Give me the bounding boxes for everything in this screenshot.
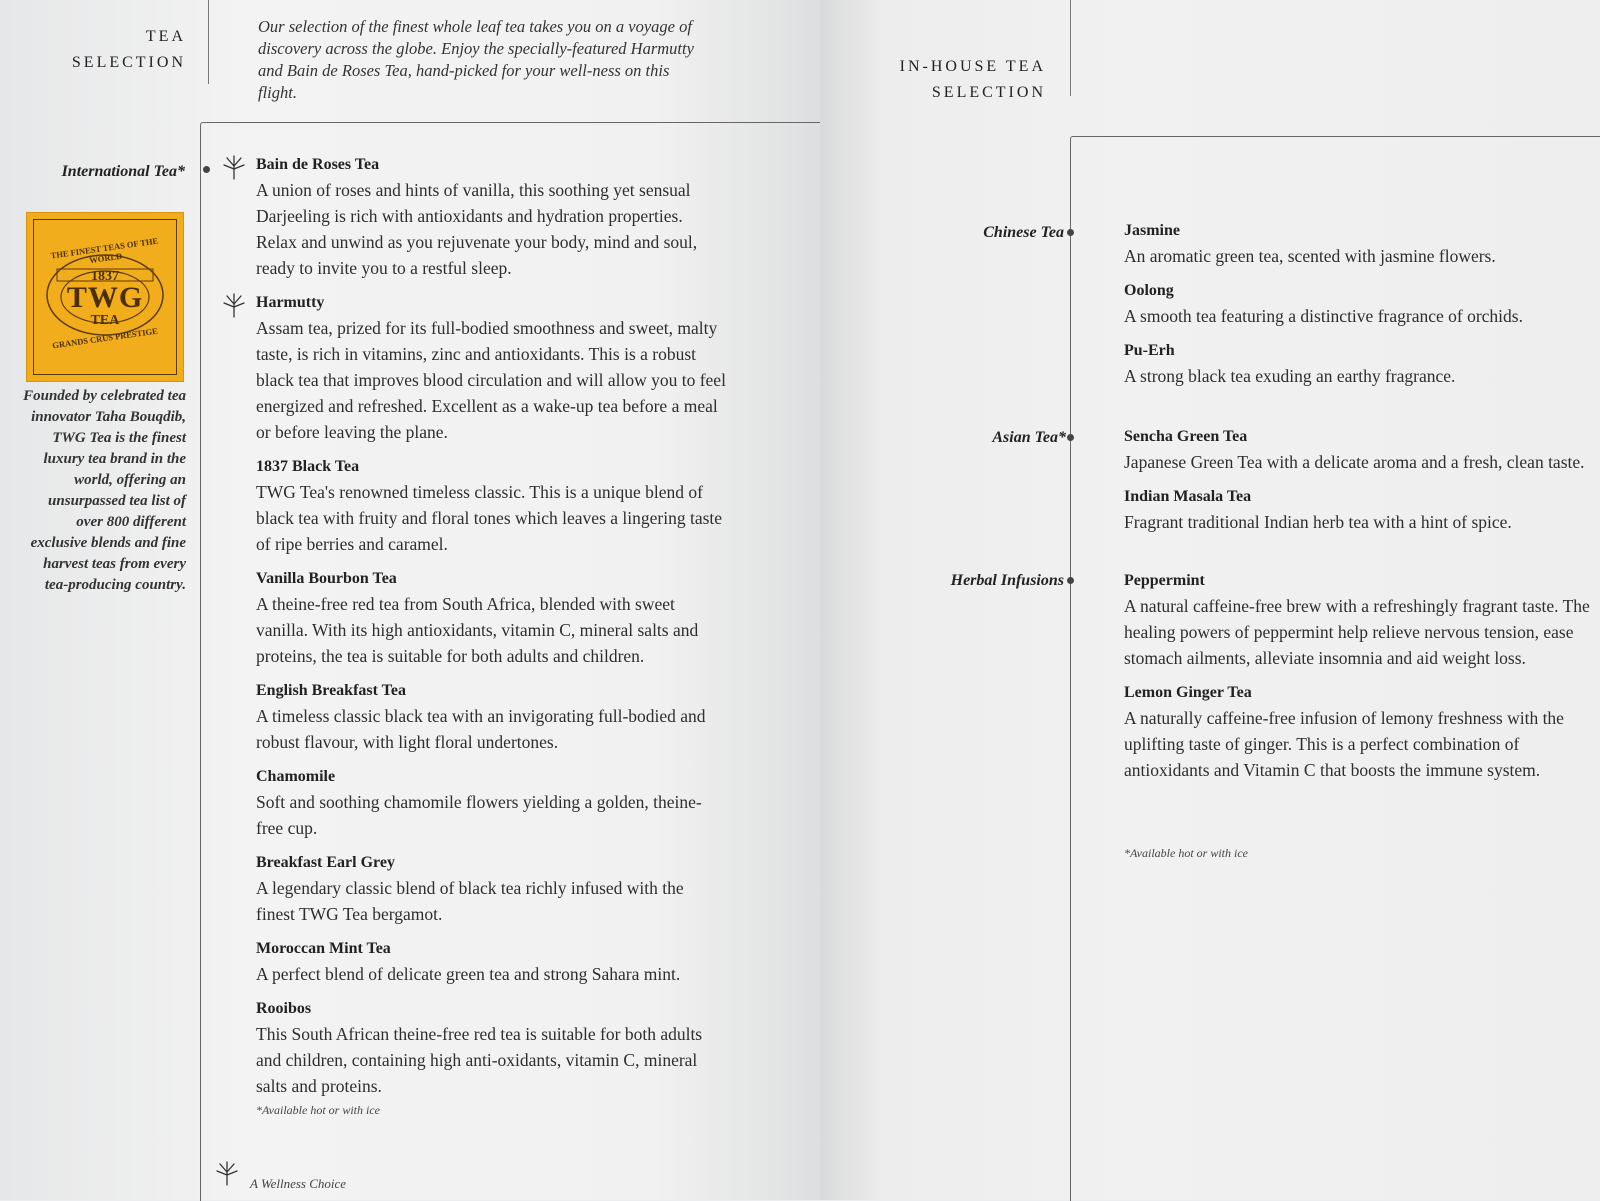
list-item: [256, 570, 726, 669]
list-item: [1124, 222, 1594, 269]
item-name: Lemon Ginger Tea: [1124, 684, 1252, 701]
category-asian-tea: Asian Tea*: [992, 429, 1066, 446]
item-name: Vanilla Bourbon Tea: [256, 570, 397, 587]
item-description: A theine-free red tea from South Africa, blended with sweet vanilla. With its high antioxidants, vitamin C, mineral salts and proteins, the tea is suitable for both adults and children.: [256, 594, 699, 666]
logo-word: TEA: [90, 313, 120, 328]
item-description: A timeless classic black tea with an invigorating full-bodied and robust flavour, with light floral undertones.: [256, 706, 706, 752]
item-name: Bain de Roses Tea: [256, 156, 380, 173]
list-item: [1124, 282, 1594, 329]
list-item: [1124, 684, 1594, 783]
list-item: [256, 156, 726, 281]
item-description: TWG Tea's renowned timeless classic. This is a unique blend of black tea with fruity and floral tones which leaves a lingering taste of ripe berries and caramel.: [256, 482, 723, 554]
bullet-dot-icon: [1067, 577, 1074, 584]
logo-brand: TWG: [66, 281, 144, 314]
item-name: Pu-Erh: [1124, 342, 1175, 359]
list-item: [256, 1000, 726, 1099]
logo-bottom-arc: GRANDS CRUS PRESTIGE: [51, 325, 159, 351]
bullet-dot-icon: [1067, 229, 1074, 236]
item-description: A strong black tea exuding an earthy fragrance.: [1124, 366, 1456, 386]
category-chinese-tea: Chinese Tea: [983, 224, 1064, 241]
item-description: Assam tea, prized for its full-bodied smoothness and sweet, malty taste, is rich in vitamins, zinc and antioxidants. This is a robust black tea that improves blood circulation and will allow you to feel energized and refreshed. Excellent as a wake-up tea before a meal or before leaving the plane.: [256, 318, 726, 442]
list-item: [256, 458, 726, 557]
section-title-line1: IN-HOUSE TEA: [899, 58, 1046, 75]
item-name: 1837 Black Tea: [256, 458, 360, 475]
wellness-sprig-icon: [220, 154, 248, 180]
chinese-tea-list: [1124, 222, 1594, 402]
list-item: [1124, 342, 1594, 389]
list-item: [256, 940, 726, 987]
item-name: Sencha Green Tea: [1124, 428, 1248, 445]
item-name: Breakfast Earl Grey: [256, 854, 395, 871]
list-item: [256, 294, 726, 445]
list-item: [256, 854, 726, 927]
wellness-legend: A Wellness Choice: [250, 1176, 347, 1191]
footnote: *Available hot or with ice: [256, 1103, 380, 1117]
logo-top-arc: THE FINEST TEAS OF THE WORLD: [49, 235, 159, 266]
intro-text: Our selection of the finest whole leaf tea takes you on a voyage of discovery across the globe. Enjoy the specially-featured Harmutty and Bain de Roses Tea, hand-picked for your well-ness on this flight.: [258, 17, 694, 102]
item-name: English Breakfast Tea: [256, 682, 406, 699]
right-page: [820, 0, 1600, 1200]
twg-tea-logo: [26, 212, 184, 382]
item-description: Japanese Green Tea with a delicate aroma and a fresh, clean taste.: [1124, 452, 1585, 472]
international-tea-list: [256, 156, 726, 1118]
herbal-infusions-list: [1124, 572, 1594, 796]
item-description: A union of roses and hints of vanilla, this soothing yet sensual Darjeeling is rich with antioxidants and hydration properties. Relax and unwind as you rejuvenate your body, mind and soul, ready to invite you to a restful sleep.: [256, 180, 698, 278]
section-title-line2: SELECTION: [931, 84, 1046, 101]
item-name: Jasmine: [1124, 222, 1180, 239]
logo-year: 1837: [91, 269, 119, 284]
header-divider: [1070, 0, 1071, 96]
category-herbal-infusions: Herbal Infusions: [950, 572, 1064, 589]
item-name: Indian Masala Tea: [1124, 488, 1252, 505]
item-description: Soft and soothing chamomile flowers yielding a golden, theine-free cup.: [256, 792, 702, 838]
item-name: Oolong: [1124, 282, 1174, 299]
category-international-tea: International Tea*: [61, 163, 185, 180]
section-title: [40, 24, 186, 76]
item-name: Moroccan Mint Tea: [256, 940, 391, 957]
item-name: Harmutty: [256, 294, 325, 311]
bullet-dot-icon: [1067, 434, 1074, 441]
list-item: [1124, 488, 1594, 535]
item-description: Fragrant traditional Indian herb tea with a hint of spice.: [1124, 512, 1512, 532]
list-item: [256, 768, 726, 841]
item-name: Rooibos: [256, 1000, 312, 1017]
item-description: A naturally caffeine-free infusion of lemony freshness with the uplifting taste of ginger. This is a perfect combination of antioxidants and Vitamin C that boosts the immune system.: [1124, 708, 1564, 780]
bullet-dot-icon: [203, 166, 210, 173]
section-title: [860, 54, 1046, 106]
item-description: A natural caffeine-free brew with a refreshingly fragrant taste. The healing powers of peppermint help relieve nervous tension, ease stomach ailments, alleviate insomnia and aid weight loss.: [1124, 596, 1590, 668]
list-item: [1124, 428, 1594, 475]
wellness-legend-icon: [213, 1160, 241, 1186]
item-description: A legendary classic blend of black tea richly infused with the finest TWG Tea bergamot.: [256, 878, 684, 924]
wellness-sprig-icon: [220, 292, 248, 318]
asian-tea-list: [1124, 428, 1594, 548]
brand-note: Founded by celebrated tea innovator Taha Bouqdib, TWG Tea is the finest luxury tea brand in the world, offering an unsurpassed tea list of over 800 different exclusive blends and fine harvest teas from every tea-producing country.: [23, 388, 186, 593]
item-description: A perfect blend of delicate green tea and strong Sahara mint.: [256, 964, 681, 984]
item-description: This South African theine-free red tea is suitable for both adults and children, containing high anti-oxidants, vitamin C, mineral salts and proteins.: [256, 1024, 703, 1096]
item-description: An aromatic green tea, scented with jasmine flowers.: [1124, 246, 1496, 266]
list-item: [256, 682, 726, 755]
section-title-line1: TEA: [145, 28, 186, 45]
item-name: Peppermint: [1124, 572, 1205, 589]
section-title-line2: SELECTION: [71, 54, 186, 71]
header-divider: [208, 0, 209, 84]
footnote: *Available hot or with ice: [1124, 846, 1248, 860]
item-name: Chamomile: [256, 768, 336, 785]
item-description: A smooth tea featuring a distinctive fragrance of orchids.: [1124, 306, 1523, 326]
list-item: [1124, 572, 1594, 671]
